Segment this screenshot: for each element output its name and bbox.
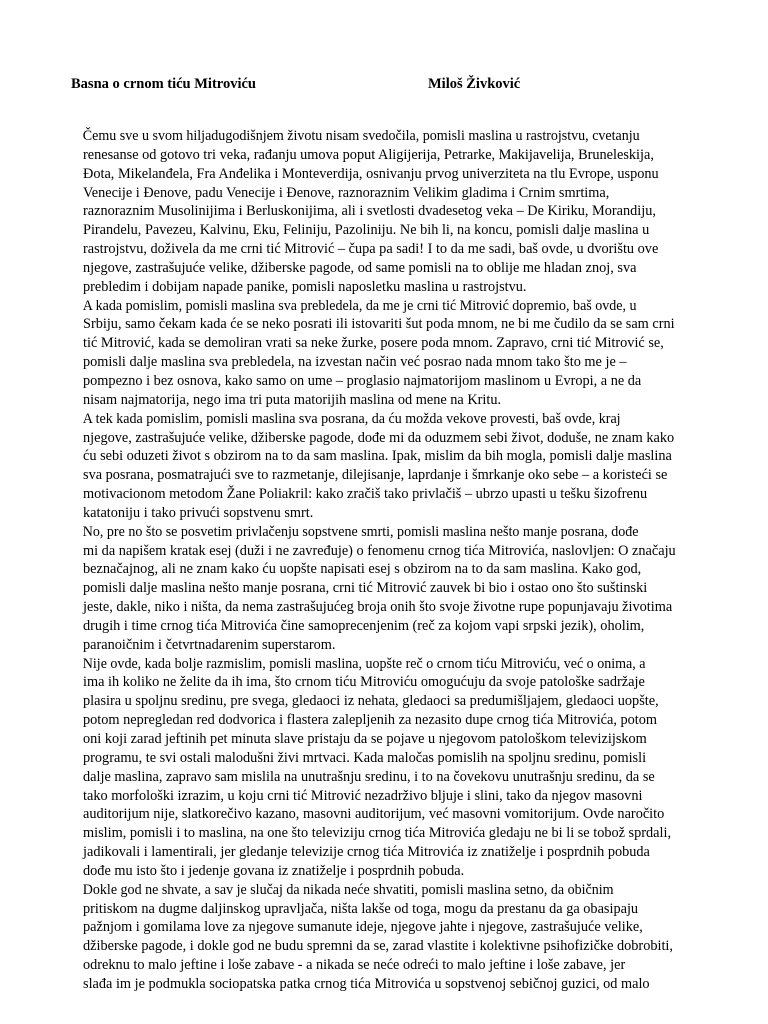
text-line: Dokle god ne shvate, a sav je slučaj da nikada neće shvatiti, pomisli maslina setno, da običnim bbox=[82, 881, 614, 898]
text-line: džiberske pagode, i dokle god ne budu spremni da se, zarad vlastite i kolektivne psihofizičke dobrobiti, bbox=[83, 938, 673, 955]
text-line: Srbiju, samo čekam kada će se neko posrati ili istovariti šut poda mnom, ne bi me čudilo da se sam crni bbox=[83, 316, 675, 333]
text-line: dođe mu isto što i jedenje govana iz znatiželje i posprdnih pobuda. bbox=[83, 862, 465, 879]
text-line: Pirandelu, Pavezeu, Kalvinu, Eku, Feliniju, Pazoliniju. Ne bih li, na koncu, pomisli dalje maslina u bbox=[83, 222, 650, 239]
document-body bbox=[71, 127, 696, 994]
text-line: paranoičnim i četvrtnadarenim superstarom. bbox=[83, 636, 336, 653]
paragraph bbox=[71, 127, 696, 297]
text-line: Čemu sve u svom hiljadugodišnjem životu nisam svedočila, pomisli maslina u rastrojstvu, cvetanju bbox=[82, 128, 640, 144]
text-line: Đota, Mikelanđela, Fra Anđelika i Monteverdija, osnivanju prvog univerziteta na tlu Evrope, usponu bbox=[83, 165, 659, 182]
document-header bbox=[71, 74, 691, 94]
text-line: rastrojstvu, doživela da me crni tić Mitrović – čupa pa sadi! I to da me sadi, baš ovde, u dvorištu ove bbox=[83, 241, 659, 258]
text-line: motivacionom metodom Žane Poliakril: kako zračiš tako privlačiš – ubrzo upasti u tešku šizofrenu bbox=[83, 486, 648, 503]
text-line: jadikovali i lamentirali, jer gledanje televizije crnog tića Mitrovića iz znatiželje i posprdnih pobuda bbox=[83, 844, 650, 861]
text-line: auditorijum nije, slatkorečivo kazano, masovni auditorijum, već masovni vomitorijum. Ovde naročito bbox=[83, 806, 665, 823]
text-line: raznoraznim Musolinijima i Berluskonijima, ali i svetlosti dvadesetog veka – De Kiriku, Morandiju, bbox=[83, 203, 656, 220]
text-line: programu, te svi ostali malodušni živi mrtvaci. Kada maločas pomislih na spoljnu sredinu, pomisli bbox=[83, 749, 647, 766]
text-line: nisam najmatorija, nego ima tri puta matorijih maslina od mene na Kritu. bbox=[83, 391, 502, 408]
text-line: katatoniju i tako privući sopstvenu smrt. bbox=[83, 504, 314, 521]
paragraph bbox=[71, 523, 696, 655]
text-line: pažnjom i gomilama love za njegove sumanute ideje, njegove jahte i njegove, zastrašujuće velike, bbox=[83, 919, 643, 936]
text-line: pompezno i bez osnova, kako samo on ume – proglasio najmatorijom maslinom u Evropi, a ne da bbox=[83, 372, 642, 389]
text-line: njegove, zastrašujuće velike, džiberske pagode, dođe mi da oduzmem sebi život, doduše, ne znam kako bbox=[83, 429, 675, 446]
text-line: potom nepregledan red dodvorica i flastera zalepljenih za nezasito dupe crnog tića Mitrovića, potom bbox=[83, 712, 658, 729]
text-line: mi da napišem kratak esej (duži i ne zavređuje) o fenomenu crnog tića Mitrovića, naslovljen: O značaju bbox=[83, 542, 676, 559]
text-line: beznačajnog, ali ne znam kako ću uopšte napisati esej s obzirom na to da sam maslina. Kako god, bbox=[83, 561, 642, 578]
text-line: slađa im je podmukla sociopatska patka crnog tića Mitrovića u sopstvenoj sebičnoj guzici, od malo bbox=[83, 975, 650, 992]
text-line: ima ih koliko ne želite da ih ima, što crnom tiću Mitroviću omogućuju da svoje patološke sadržaje bbox=[83, 674, 645, 691]
text-line: renesanse od gotovo tri veka, rađanju umova poput Aligijerija, Petrarke, Makijavelija, Bruneleskija, bbox=[83, 146, 654, 163]
text-line: Venecije i Đenove, padu Venecije i Đenove, raznoraznim Velikim gladima i Crnim smrtima, bbox=[83, 184, 610, 201]
paragraph bbox=[71, 297, 696, 410]
text-line: plasira u spoljnu sredinu, pre svega, gledaoci iz nehata, gledaoci sa predumišljajem, gledaoci uopšte, bbox=[83, 693, 659, 710]
text-line: A tek kada pomislim, pomisli maslina sva posrana, da ću možda vekove provesti, baš ovde, kraj bbox=[82, 410, 621, 427]
text-line: oni koji zarad jeftinih pet minuta slave pristaju da se pojave u njegovom patološkom televizijskom bbox=[83, 731, 647, 747]
text-line: pomisli dalje maslina sva prebledela, na izvestan način već posrao nada mnom tako što me je – bbox=[83, 354, 627, 371]
text-line: jeste, dakle, niko i ništa, da nema zastrašujućeg broja onih što svoje životne rupe popunjavaju životima bbox=[83, 599, 673, 616]
text-line: pomisli dalje maslina nešto manje posrana, crni tić Mitrović zauvek bi bio i ostao ono što suštinski bbox=[83, 580, 648, 597]
text-line: pritiskom na dugme daljinskog upravljača, ništa lakše od toga, mogu da prestanu da ga obasipaju bbox=[83, 900, 639, 917]
paragraph bbox=[71, 881, 696, 994]
text-line: prebledim i dobijam napade panike, pomisli naposletku maslina u rastrojstvu. bbox=[83, 278, 527, 295]
text-line: dalje maslina, zapravo sam mislila na unutrašnju sredinu, i to na čovekovu unutrašnju sredinu, da se bbox=[83, 768, 655, 785]
paragraph bbox=[71, 410, 696, 523]
text-line: mislim, pomisli i to maslina, na one što televiziju crnog tića Mitrovića gledaju ne bi li se tobož sprdali, bbox=[83, 825, 672, 842]
text-line: tako morfološki izrazim, u koju crni tić Mitrović nezadrživo bljuje i slini, tako da njegov masovni bbox=[83, 787, 643, 804]
text-line: ću sebi oduzeti život s obzirom na to da sam maslina. Ipak, mislim da bih mogla, pomisli dalje maslina bbox=[83, 448, 672, 465]
text-line: njegove, zastrašujuće velike, džiberske pagode, od same pomisli na to oblije me hladan znoj, sva bbox=[83, 259, 637, 276]
text-line: Nije ovde, kada bolje razmislim, pomisli maslina, uopšte reč o crnom tiću Mitroviću, već o onima, a bbox=[82, 655, 646, 672]
author-name: Miloš Živković bbox=[428, 76, 521, 92]
paragraph bbox=[71, 655, 696, 881]
text-line: drugih i time crnog tića Mitrovića čine samoprecenjenim (reč za kojom vapi srpski jezik), oholim, bbox=[83, 617, 645, 634]
text-line: odreknu to malo jeftine i loše zabave - a nikada se neće odreći to malo jeftine i loše zabave, jer bbox=[83, 957, 626, 974]
text-line: sva posrana, posmatrajući sve to razmetanje, dilejisanje, laprdanje i šmrkanje oko sebe – a koristeći se bbox=[83, 467, 668, 484]
text-line: A kada pomislim, pomisli maslina sva prebledela, da me je crni tić Mitrović dopremio, baš ovde, u bbox=[82, 297, 637, 314]
text-line: No, pre no što se posvetim privlačenju sopstvene smrti, pomisli maslina nešto manje posrana, dođe bbox=[82, 523, 639, 540]
text-line: tić Mitrović, kada se demoliran vrati sa neke žurke, posere poda mnom. Zapravo, crni tić Mitrović se, bbox=[83, 335, 664, 352]
document-title: Basna o crnom tiću Mitroviću bbox=[71, 76, 256, 92]
